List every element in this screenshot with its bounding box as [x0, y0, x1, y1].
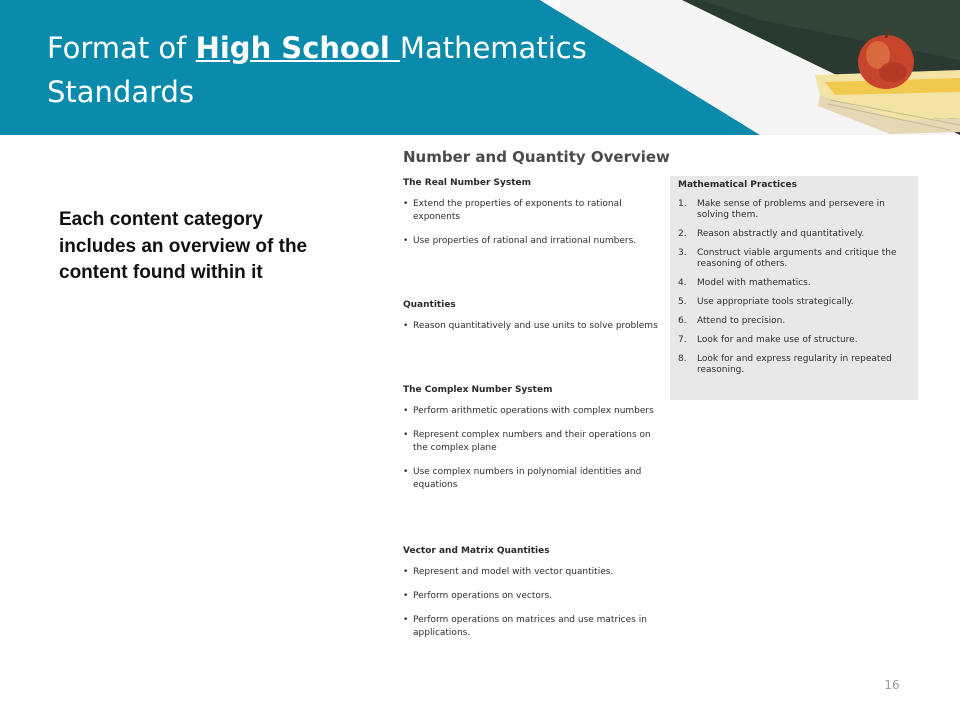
mathematical-practices-box — [670, 176, 918, 400]
list-item: • Perform arithmetic operations with complex numbers — [403, 405, 658, 418]
practice-number: 6. — [678, 316, 687, 326]
standards-document-image — [396, 146, 926, 656]
practice-number: 1. — [678, 199, 687, 209]
practice-number: 7. — [678, 335, 687, 345]
practice-item — [678, 229, 911, 240]
title-text-emphasis[interactable]: High School — [195, 31, 400, 65]
category-real-number-system — [403, 178, 658, 259]
list-item: • Represent and model with vector quantities. — [403, 566, 658, 579]
practice-item — [678, 316, 911, 327]
practice-item — [678, 199, 911, 221]
list-item: • Represent complex numbers and their operations on the complex plane — [403, 429, 658, 455]
category-complex-number-system — [403, 385, 658, 503]
intro-text: Each content category includes an overview of the content found within it — [59, 209, 308, 283]
category-title: Vector and Matrix Quantities — [403, 546, 550, 556]
category-title: The Complex Number System — [403, 385, 553, 395]
practice-text: Use appropriate tools strategically. — [697, 297, 854, 307]
header-band — [0, 0, 960, 135]
category-title: Quantities — [403, 300, 456, 310]
title-text-pre: Format of — [47, 31, 196, 65]
practice-item — [678, 248, 911, 270]
practice-number: 3. — [678, 248, 687, 258]
practice-number: 5. — [678, 297, 687, 307]
practice-item — [678, 354, 911, 376]
category-list — [403, 198, 658, 248]
category-vector-matrix-quantities — [403, 546, 658, 651]
practice-item — [678, 335, 911, 346]
practice-text: Look for and express regularity in repeated reasoning. — [697, 354, 892, 375]
list-item: • Perform operations on matrices and use matrices in applications. — [403, 614, 658, 640]
category-title: The Real Number System — [403, 178, 532, 188]
practice-text: Reason abstractly and quantitatively. — [697, 229, 865, 239]
practice-number: 2. — [678, 229, 687, 239]
list-item: • Use complex numbers in polynomial identities and equations — [403, 466, 658, 492]
practices-list — [678, 199, 911, 376]
list-item: • Use properties of rational and irrational numbers. — [403, 235, 658, 248]
category-list — [403, 320, 658, 333]
list-item: • Extend the properties of exponents to rational exponents — [403, 198, 658, 224]
practice-text: Attend to precision. — [697, 316, 786, 326]
practice-text: Construct viable arguments and critique the reasoning of others. — [697, 248, 897, 269]
practice-text: Make sense of problems and persevere in solving them. — [697, 199, 885, 220]
practice-text: Look for and make use of structure. — [697, 335, 858, 345]
practice-item — [678, 297, 911, 308]
practice-text: Model with mathematics. — [697, 278, 811, 288]
category-quantities — [403, 300, 658, 344]
list-item: • Reason quantitatively and use units to solve problems — [403, 320, 658, 333]
list-item: • Perform operations on vectors. — [403, 590, 658, 603]
document-title: Number and Quantity Overview — [403, 148, 670, 166]
slide-title — [47, 26, 607, 114]
practice-number: 8. — [678, 354, 687, 364]
practice-number: 4. — [678, 278, 687, 288]
category-list — [403, 566, 658, 640]
practice-item — [678, 278, 911, 289]
category-list — [403, 405, 658, 492]
practices-title: Mathematical Practices — [678, 180, 797, 190]
title-text-post: Mathematics Standards — [47, 31, 587, 109]
page-number: 16 — [884, 678, 900, 692]
